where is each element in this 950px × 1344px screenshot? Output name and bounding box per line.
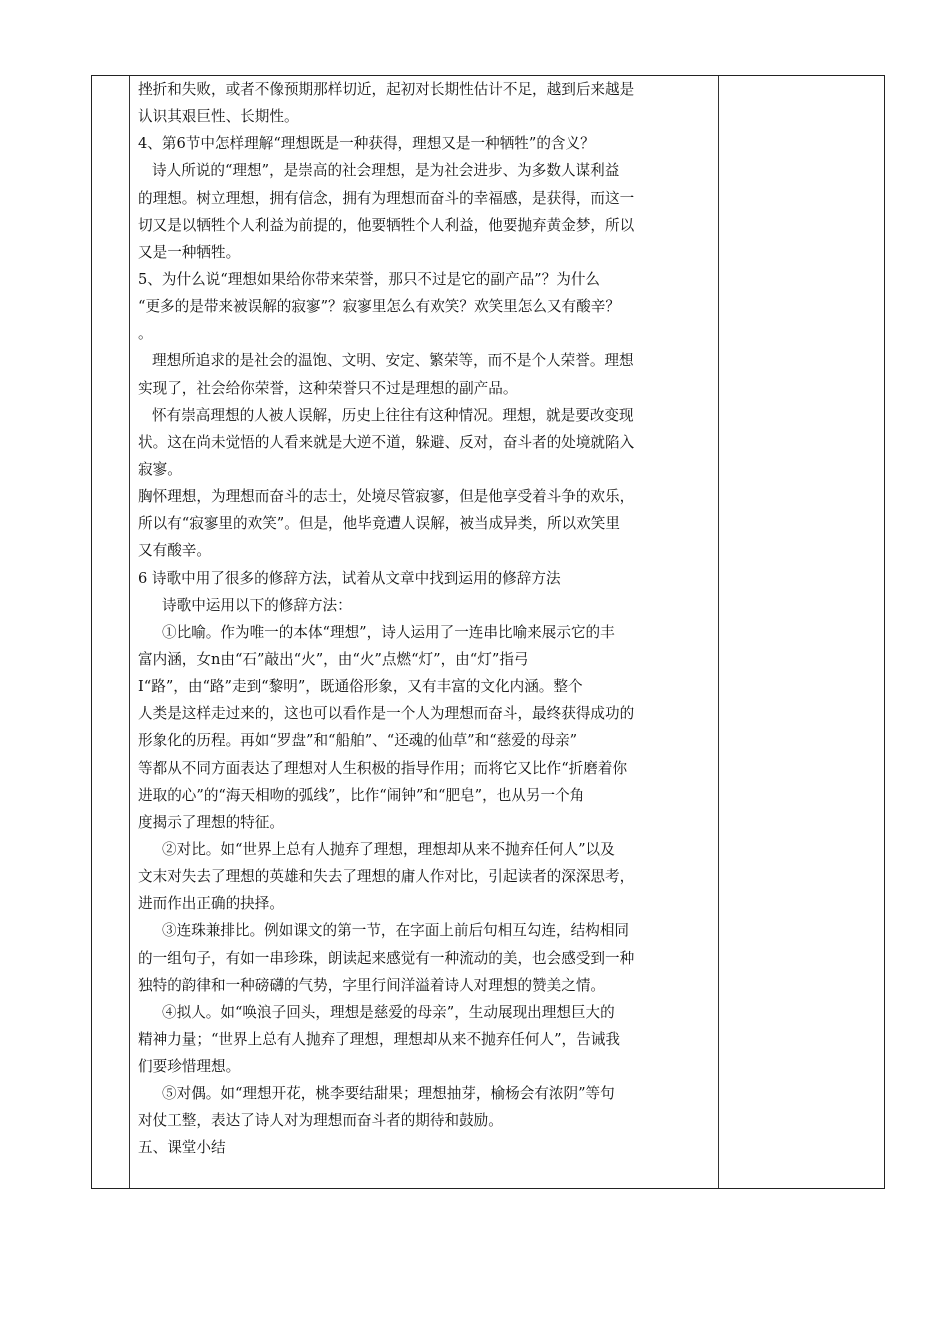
text-line: ⑤对偶。如“理想开花，桃李要结甜果；理想抽芽，榆杨会有浓阴”等句 xyxy=(162,1085,615,1103)
text-line: 精神力量；“世界上总有人抛弃了理想，理想却从来不抛弃任何人”，告诫我 xyxy=(138,1030,620,1048)
text-line: 认识其艰巨性、长期性。 xyxy=(138,108,299,126)
text-line: 寂寥。 xyxy=(138,460,182,478)
column-divider-left xyxy=(129,76,130,1188)
text-line: 富内涵，女n由“石”敲出“火”，由“火”点燃“灯”，由“灯”指弓 xyxy=(138,650,529,668)
text-line: 怀有崇高理想的人被人误解，历史上往往有这种情况。理想，就是要改变现 xyxy=(152,406,634,424)
text-line: 切又是以牺牲个人利益为前提的，他要牺牲个人利益，他要抛弃黄金梦，所以 xyxy=(138,216,635,234)
column-divider-right xyxy=(718,76,719,1188)
text-line: ④拟人。如“唤浪子回头，理想是慈爱的母亲”，生动展现出理想巨大的 xyxy=(162,1003,615,1021)
text-line: 状。这在尚未觉悟的人看来就是大逆不道，躲避、反对，奋斗者的处境就陷入 xyxy=(138,433,635,451)
text-line: 度揭示了理想的特征。 xyxy=(138,813,284,831)
text-line: 又有酸辛。 xyxy=(138,542,211,560)
text-line: 进而作出正确的抉择。 xyxy=(138,895,284,913)
text-line: 独特的韵律和一种磅礴的气势，字里行间洋溢着诗人对理想的赞美之情。 xyxy=(138,976,606,994)
text-line: ①比喻。作为唯一的本体“理想”，诗人运用了一连串比喻来展示它的丰 xyxy=(162,623,615,641)
text-line: “更多的是带来被误解的寂寥”？寂寥里怎么有欢笑？欢笑里怎么又有酸辛？ xyxy=(138,298,620,316)
text-line: 诗歌中运用以下的修辞方法： xyxy=(162,596,352,614)
text-line: 理想所追求的是社会的温饱、文明、安定、繁荣等，而不是个人荣誉。理想 xyxy=(152,352,634,370)
text-line: 又是一种牺牲。 xyxy=(138,243,241,261)
text-line: I“路”，由“路”走到“黎明”，既通俗形象，又有丰富的文化内涵。整个 xyxy=(138,678,583,696)
text-line: ②对比。如“世界上总有人抛弃了理想，理想却从来不抛弃任何人”以及 xyxy=(162,840,615,858)
text-line: 等都从不同方面表达了理想对人生积极的指导作用；而将它又比作“折磨着你 xyxy=(138,759,628,777)
text-line: 人类是这样走过来的，这也可以看作是一个人为理想而奋斗，最终获得成功的 xyxy=(138,705,635,723)
text-line: 文末对失去了理想的英雄和失去了理想的庸人作对比，引起读者的深深思考， xyxy=(138,868,635,886)
text-line: 的理想。树立理想，拥有信念，拥有为理想而奋斗的幸福感，是获得，而这一 xyxy=(138,189,635,207)
text-line: ③连珠兼排比。例如课文的第一节，在字面上前后句相互勾连，结构相同 xyxy=(162,922,630,940)
text-line: 胸怀理想，为理想而奋斗的志士，处境尽管寂寥，但是他享受着斗争的欢乐， xyxy=(138,488,635,506)
text-line: 所以有“寂寥里的欢笑”。但是，他毕竟遭人误解，被当成异类，所以欢笑里 xyxy=(138,515,620,533)
text-line: 对仗工整，表达了诗人对为理想而奋斗者的期待和鼓励。 xyxy=(138,1112,503,1130)
text-line: 挫折和失败，或者不像预期那样切近，起初对长期性估计不足，越到后来越是 xyxy=(138,81,635,98)
text-line: 4、第6节中怎样理解“理想既是一种获得，理想又是一种牺牲”的含义？ xyxy=(138,135,595,153)
text-line: 诗人所说的“理想”，是崇高的社会理想，是为社会进步、为多数人谋利益 xyxy=(152,162,620,180)
text-line: 的一组句子，有如一串珍珠，朗读起来感觉有一种流动的美，也会感受到一种 xyxy=(138,949,635,967)
lesson-table xyxy=(91,75,885,1189)
text-line: 6 诗歌中用了很多的修辞方法，试着从文章中找到运用的修辞方法 xyxy=(138,569,561,587)
lesson-content xyxy=(138,76,712,1162)
text-line: 5、为什么说“理想如果给你带来荣誉，那只不过是它的副产品”？为什么 xyxy=(138,270,601,288)
text-line: 五、课堂小结 xyxy=(138,1139,226,1157)
text-line: 形象化的历程。再如“罗盘”和“船舶”、“还魂的仙草”和“慈爱的母亲” xyxy=(138,732,578,750)
text-line: 实现了，社会给你荣誉，这种荣誉只不过是理想的副产品。 xyxy=(138,379,518,397)
text-line: 。 xyxy=(138,325,153,343)
text-line: 们要珍惜理想。 xyxy=(138,1058,241,1076)
text-line: 进取的心”的“海天相吻的弧线”，比作“闹钟”和“肥皂”，也从另一个角 xyxy=(138,786,585,804)
